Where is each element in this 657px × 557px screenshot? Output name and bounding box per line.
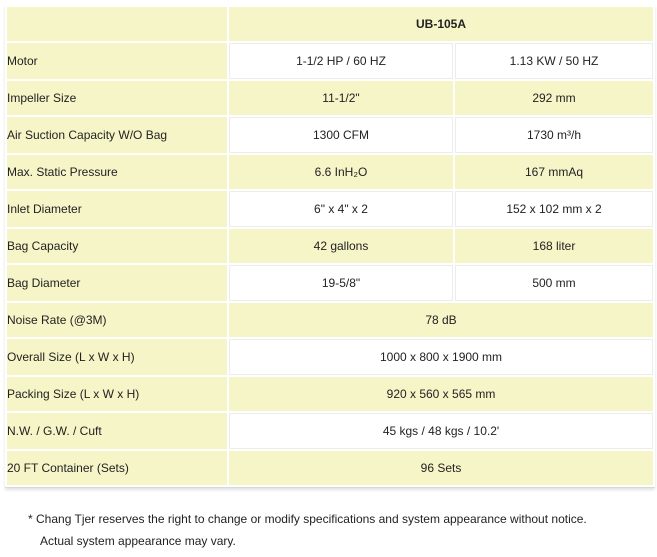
header-corner-cell [7, 7, 227, 41]
row-label: Bag Capacity [7, 229, 227, 263]
table-row [7, 265, 653, 301]
footnote-disclaimer: * Chang Tjer reserves the right to change or modify specifications and system appearance without notice. [28, 512, 587, 526]
table-row [7, 303, 653, 337]
imperial-value: 11-1/2" [229, 81, 453, 115]
row-label: N.W. / G.W. / Cuft [7, 413, 227, 449]
table-row [7, 339, 653, 375]
combined-value: 78 dB [229, 303, 653, 337]
combined-value: 45 kgs / 48 kgs / 10.2' [229, 413, 653, 449]
imperial-value: 6" x 4" x 2 [229, 191, 453, 227]
combined-value: 1000 x 800 x 1900 mm [229, 339, 653, 375]
imperial-value: 19-5/8" [229, 265, 453, 301]
imperial-value: 42 gallons [229, 229, 453, 263]
table-row [7, 117, 653, 153]
row-label: Noise Rate (@3M) [7, 303, 227, 337]
combined-value: 920 x 560 x 565 mm [229, 377, 653, 411]
model-header: UB-105A [229, 7, 653, 41]
spec-table [5, 5, 655, 488]
combined-value: 96 Sets [229, 451, 653, 485]
footnotes [28, 508, 587, 552]
imperial-value: 1300 CFM [229, 117, 453, 153]
metric-value: 500 mm [455, 265, 653, 301]
imperial-value: 1-1/2 HP / 60 HZ [229, 43, 453, 79]
metric-value: 292 mm [455, 81, 653, 115]
row-label: Impeller Size [7, 81, 227, 115]
metric-value: 1.13 KW / 50 HZ [455, 43, 653, 79]
imperial-value: 6.6 InH₂O [229, 155, 453, 189]
row-label: Air Suction Capacity W/O Bag [7, 117, 227, 153]
row-label: Max. Static Pressure [7, 155, 227, 189]
metric-value: 167 mmAq [455, 155, 653, 189]
metric-value: 152 x 102 mm x 2 [455, 191, 653, 227]
table-row [7, 229, 653, 263]
row-label: Motor [7, 43, 227, 79]
table-row [7, 81, 653, 115]
table-header-row [7, 7, 653, 41]
row-label: 20 FT Container (Sets) [7, 451, 227, 485]
table-row [7, 155, 653, 189]
metric-value: 1730 m³/h [455, 117, 653, 153]
metric-value: 168 liter [455, 229, 653, 263]
row-label: Inlet Diameter [7, 191, 227, 227]
table-row [7, 413, 653, 449]
row-label: Bag Diameter [7, 265, 227, 301]
table-row [7, 377, 653, 411]
table-row [7, 43, 653, 79]
row-label: Packing Size (L x W x H) [7, 377, 227, 411]
row-label: Overall Size (L x W x H) [7, 339, 227, 375]
footnote-appearance: Actual system appearance may vary. [40, 534, 236, 548]
table-row [7, 451, 653, 485]
table-row [7, 191, 653, 227]
